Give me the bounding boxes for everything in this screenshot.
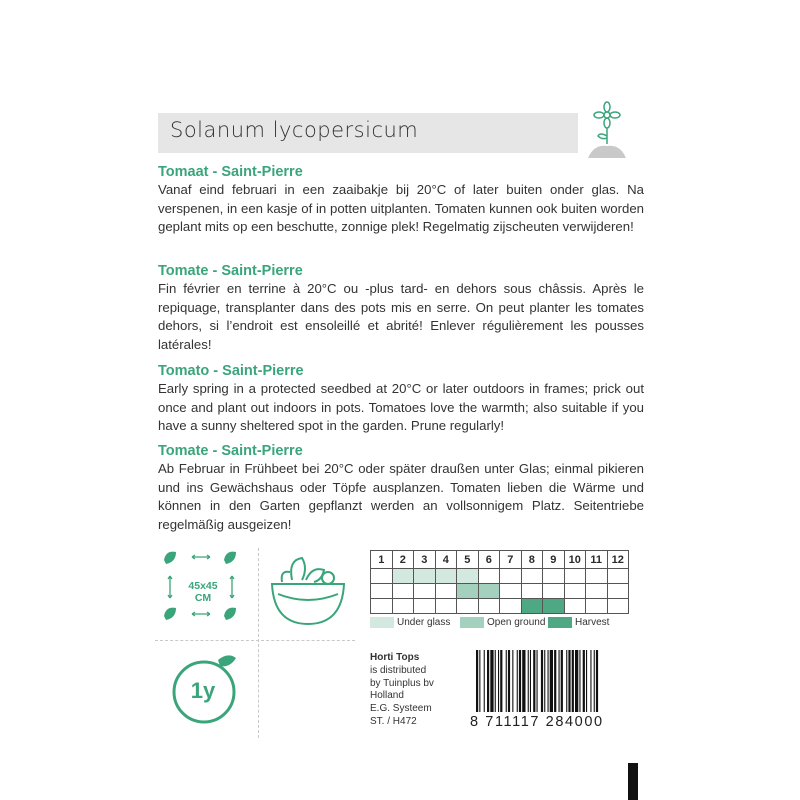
spacing-label bbox=[178, 580, 228, 604]
section-text: Early spring in a protected seedbed at 20°C or later outdoors in frames; prick out once and plant out indoors in pots. Tomatoes love the warmth; also suitable if you have a sunny sheltered spot in the garden. Prune regularly! bbox=[158, 381, 644, 434]
legend-harvest: Harvest bbox=[575, 617, 610, 628]
barcode-bar bbox=[479, 650, 480, 712]
month-header: 9 bbox=[543, 551, 565, 569]
barcode-bar bbox=[498, 650, 499, 712]
month-header: 12 bbox=[607, 551, 629, 569]
month-header: 2 bbox=[392, 551, 414, 569]
barcode-bar bbox=[566, 650, 567, 712]
calendar-cell bbox=[371, 599, 393, 614]
calendar-cell bbox=[371, 569, 393, 584]
calendar-cell bbox=[371, 584, 393, 599]
barcode-bar bbox=[579, 650, 580, 712]
calendar-cell bbox=[543, 569, 565, 584]
barcode-bar bbox=[541, 650, 543, 712]
section-dutch bbox=[158, 163, 644, 237]
barcode-bar bbox=[575, 650, 578, 712]
divider-vertical bbox=[258, 548, 259, 738]
barcode-bar bbox=[528, 650, 529, 712]
divider-horizontal bbox=[155, 640, 355, 641]
barcode-graphic bbox=[476, 650, 634, 720]
barcode-bar bbox=[586, 650, 587, 712]
section-text: Fin février en terrine à 20°C ou -plus tard- en dehors sous châssis. Après le repiquage, transplanter dans des pots mis en serre. On peut planter les tomates dehors, si l’endroit est ensoleillé et abrité! Enlever régulièrement les pousses latérales! bbox=[158, 281, 644, 352]
barcode-bar bbox=[512, 650, 513, 712]
barcode-bar bbox=[537, 650, 538, 712]
edge-mark bbox=[628, 763, 638, 800]
latin-name-banner bbox=[158, 113, 578, 153]
calendar-cell bbox=[521, 584, 543, 599]
section-text: Vanaf eind februari in een zaaibakje bij 20°C of later buiten onder glas. Na verspenen, in een kasje of in potten uitplanten. Tomaten kunnen ook buiten worden geplant mits op een beschutte, zonnige plek! Regelmatig zijscheuten verwijderen! bbox=[158, 182, 644, 235]
distributor-line: is distributed bbox=[370, 664, 427, 676]
section-english bbox=[158, 362, 644, 436]
lifecycle-label: 1y bbox=[190, 678, 216, 703]
calendar-table bbox=[370, 550, 629, 614]
barcode-bar bbox=[596, 650, 598, 712]
distributor-line: Holland bbox=[370, 690, 404, 702]
calendar-cell bbox=[457, 599, 479, 614]
calendar-cell bbox=[521, 599, 543, 614]
barcode-bar bbox=[568, 650, 570, 712]
legend-open-ground: Open ground bbox=[487, 617, 546, 628]
distributor-line: E.G. Systeem bbox=[370, 703, 432, 715]
section-text: Ab Februar in Frühbeet bei 20°C oder später draußen unter Glas; einmal pikieren und ins Gewächshaus oder Töpfe ausplanzen. Tomaten lieben die Wärme und können in den Garten gepflanzt werden an vollsonnigem Platz. Seitentriebe regelmäßig ausgeizen! bbox=[158, 461, 644, 532]
month-header: 8 bbox=[521, 551, 543, 569]
calendar-cell bbox=[607, 599, 629, 614]
barcode-bar bbox=[590, 650, 591, 712]
barcode-bar bbox=[572, 650, 574, 712]
latin-name: Solanum lycopersicum bbox=[170, 118, 419, 142]
month-header: 3 bbox=[414, 551, 436, 569]
section-title: Tomato - Saint-Pierre bbox=[158, 363, 304, 379]
calendar-cell bbox=[500, 569, 522, 584]
calendar-cell bbox=[435, 584, 457, 599]
legend-swatch-harvest bbox=[548, 617, 572, 628]
barcode-bar bbox=[476, 650, 478, 712]
month-header: 6 bbox=[478, 551, 500, 569]
calendar-cell bbox=[543, 584, 565, 599]
calendar-cell bbox=[586, 569, 608, 584]
calendar-row-under-glass bbox=[371, 569, 629, 584]
legend-swatch-open-ground bbox=[460, 617, 484, 628]
calendar-cell bbox=[607, 584, 629, 599]
harvest-bowl-icon bbox=[268, 550, 348, 630]
calendar-cell bbox=[607, 569, 629, 584]
section-title: Tomaat - Saint-Pierre bbox=[158, 164, 303, 180]
spacing-value: 45x45 bbox=[188, 580, 218, 592]
barcode-bar bbox=[559, 650, 560, 712]
section-german bbox=[158, 442, 644, 534]
barcode-bar bbox=[495, 650, 496, 712]
month-header: 5 bbox=[457, 551, 479, 569]
calendar-row-open-ground bbox=[371, 584, 629, 599]
calendar-cell bbox=[543, 599, 565, 614]
calendar-cell bbox=[478, 584, 500, 599]
section-title: Tomate - Saint-Pierre bbox=[158, 443, 303, 459]
calendar-cell bbox=[392, 569, 414, 584]
barcode-bar bbox=[583, 650, 585, 712]
calendar-cell bbox=[500, 584, 522, 599]
legend-under-glass: Under glass bbox=[397, 617, 451, 628]
barcode-bar bbox=[517, 650, 518, 712]
month-header: 4 bbox=[435, 551, 457, 569]
calendar-cell bbox=[414, 599, 436, 614]
calendar-cell bbox=[457, 584, 479, 599]
calendar-cell bbox=[586, 599, 608, 614]
calendar-cell bbox=[478, 569, 500, 584]
calendar-row-harvest bbox=[371, 599, 629, 614]
sprout-icon bbox=[584, 100, 630, 160]
calendar-cell bbox=[478, 599, 500, 614]
calendar-cell bbox=[564, 584, 586, 599]
barcode-bar bbox=[544, 650, 545, 712]
calendar-cell bbox=[564, 569, 586, 584]
barcode-bar bbox=[487, 650, 489, 712]
calendar-cell bbox=[414, 569, 436, 584]
barcode-bar bbox=[548, 650, 549, 712]
calendar-cell bbox=[500, 599, 522, 614]
barcode-bar bbox=[508, 650, 510, 712]
distributor-line: ST. / H472 bbox=[370, 715, 417, 727]
calendar-cell bbox=[392, 599, 414, 614]
month-header: 7 bbox=[500, 551, 522, 569]
barcode-bar bbox=[594, 650, 595, 712]
month-header: 10 bbox=[564, 551, 586, 569]
barcode-bar bbox=[484, 650, 485, 712]
calendar-cell bbox=[586, 584, 608, 599]
calendar-cell bbox=[457, 569, 479, 584]
barcode-bar bbox=[530, 650, 531, 712]
calendar-cell bbox=[414, 584, 436, 599]
barcode-number: 8 711117 284000 bbox=[470, 714, 604, 730]
legend-swatch-under-glass bbox=[370, 617, 394, 628]
month-header: 1 bbox=[371, 551, 393, 569]
calendar-cell bbox=[521, 569, 543, 584]
calendar-cell bbox=[564, 599, 586, 614]
barcode-bar bbox=[561, 650, 563, 712]
barcode-bar bbox=[550, 650, 553, 712]
barcode-bar bbox=[554, 650, 556, 712]
barcode-bar bbox=[522, 650, 525, 712]
calendar-cell bbox=[392, 584, 414, 599]
spacing-unit: CM bbox=[194, 592, 212, 604]
brand-name: Horti Tops bbox=[370, 652, 420, 663]
barcode-bar bbox=[519, 650, 521, 712]
distributor-info bbox=[370, 652, 434, 729]
section-french bbox=[158, 262, 644, 354]
barcode-bar bbox=[500, 650, 502, 712]
month-header: 11 bbox=[586, 551, 608, 569]
calendar-cell bbox=[435, 569, 457, 584]
barcode-bar bbox=[533, 650, 535, 712]
calendar-cell bbox=[435, 599, 457, 614]
sowing-calendar bbox=[370, 550, 629, 614]
barcode-bar bbox=[506, 650, 507, 712]
section-title: Tomate - Saint-Pierre bbox=[158, 263, 303, 279]
distributor-line: by Tuinplus bv bbox=[370, 677, 434, 689]
barcode-bar bbox=[490, 650, 493, 712]
